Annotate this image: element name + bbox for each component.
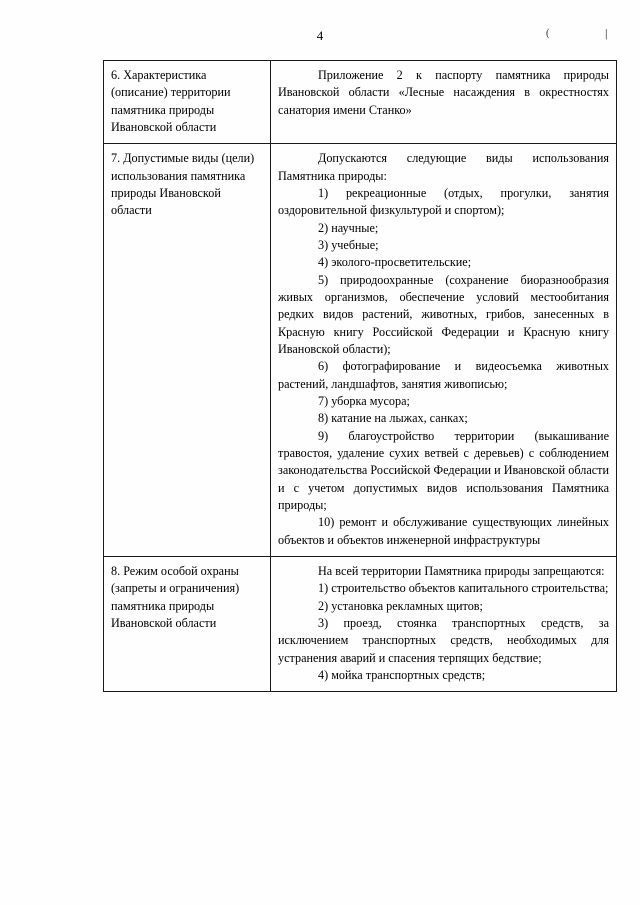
paragraph: 3) учебные; — [318, 237, 379, 252]
passport-table — [103, 60, 617, 692]
paragraph: 2) установка рекламных щитов; — [318, 598, 483, 613]
paragraph: 1) рекреационные (отдых, прогулки, занятия оздоровительной физкультурой и спортом); — [278, 185, 609, 218]
paragraph: Допускаются следующие виды использования Памятника природы: — [278, 151, 609, 183]
table-row — [104, 61, 617, 144]
paragraph: 10) ремонт и обслуживание существующих линейных объектов и объектов инженерной инфраструктуры — [278, 515, 609, 547]
row-content-permitted-uses — [271, 144, 617, 557]
margin-mark-left: ( — [546, 28, 550, 39]
row-content-protection-regime — [271, 556, 617, 691]
paragraph: 7) уборка мусора; — [318, 393, 410, 408]
row-content-characteristics — [271, 61, 617, 144]
paragraph: 5) природоохранные (сохранение биоразнообразия живых организмов, обеспечение условий местообитания редких видов растений, животных, грибов, занесенных в Красную книгу Российской Федерации и Красную книгу Ивановской области); — [278, 272, 609, 356]
page-number: 4 — [316, 28, 324, 43]
paragraph: 9) благоустройство территории (выкашивание травостоя, удаление сухих ветвей с деревьев) с соблюдением законодательства Российской Федерации и Ивановской области и с учетом допустимых видов использования Памятника природы; — [278, 428, 609, 512]
paragraph: 1) строительство объектов капитального строительства; — [318, 581, 609, 596]
margin-mark-right: | — [605, 26, 608, 40]
table-row — [104, 144, 617, 557]
paragraph: Приложение 2 к паспорту памятника природы Ивановской области «Лесные насаждения в окрестностях санатория имени Станко» — [278, 68, 609, 117]
paragraph: 3) проезд, стоянка транспортных средств, за исключением транспортных средств, необходимых для устранения аварий и спасения терпящих бедствие; — [278, 615, 609, 665]
table-row — [104, 556, 617, 691]
paragraph: 6) фотографирование и видеосъемка животных растений, ландшафтов, занятия живописью; — [278, 359, 609, 391]
paragraph: 4) мойка транспортных средств; — [318, 667, 486, 682]
row-label-characteristics: 6. Характеристика (описание) территории памятника природы Ивановской области — [104, 61, 271, 144]
paragraph: На всей территории Памятника природы запрещаются: — [318, 563, 605, 578]
paragraph: 2) научные; — [318, 220, 379, 235]
row-label-permitted-uses: 7. Допустимые виды (цели) использования памятника природы Ивановской области — [104, 144, 271, 557]
paragraph: 8) катание на лыжах, санках; — [318, 411, 468, 426]
row-label-protection-regime: 8. Режим особой охраны (запреты и ограничения) памятника природы Ивановской области — [104, 556, 271, 691]
paragraph: 4) эколого-просветительские; — [318, 255, 472, 270]
